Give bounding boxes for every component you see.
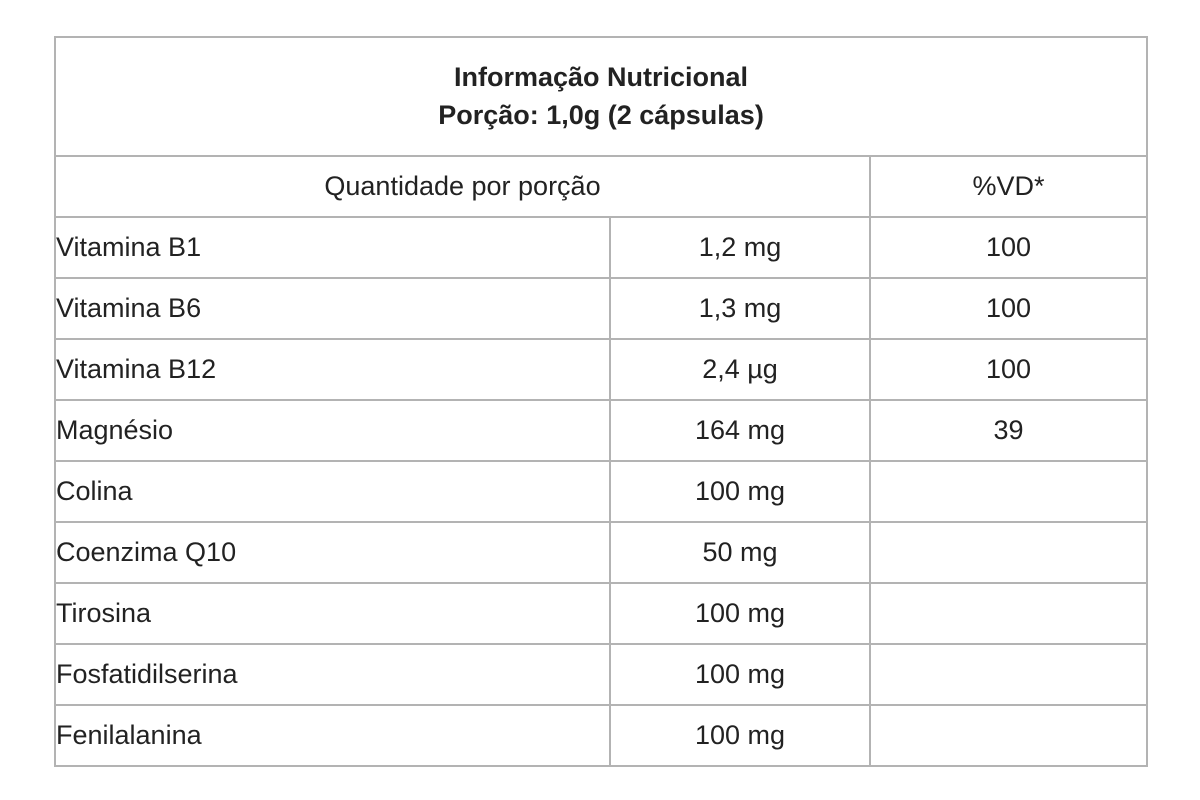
table-row <box>55 522 1147 583</box>
table-row <box>55 339 1147 400</box>
nutrient-amount: 50 mg <box>610 522 870 583</box>
table-row <box>55 705 1147 766</box>
nutrient-name: Coenzima Q10 <box>55 522 610 583</box>
table-row <box>55 461 1147 522</box>
header-vd: %VD* <box>870 156 1147 217</box>
nutrient-name: Colina <box>55 461 610 522</box>
nutrient-vd <box>870 461 1147 522</box>
nutrient-amount: 2,4 µg <box>610 339 870 400</box>
nutrient-vd: 100 <box>870 217 1147 278</box>
nutrient-name: Vitamina B1 <box>55 217 610 278</box>
table-row <box>55 400 1147 461</box>
column-header-row <box>55 156 1147 217</box>
nutrient-rows <box>55 217 1147 766</box>
nutrient-name: Vitamina B6 <box>55 278 610 339</box>
nutrient-amount: 1,2 mg <box>610 217 870 278</box>
nutrient-amount: 164 mg <box>610 400 870 461</box>
nutrient-name: Fenilalanina <box>55 705 610 766</box>
table-row <box>55 583 1147 644</box>
title-row <box>55 37 1147 156</box>
nutrient-amount: 100 mg <box>610 644 870 705</box>
nutrient-amount: 1,3 mg <box>610 278 870 339</box>
header-quantity: Quantidade por porção <box>55 156 870 217</box>
nutrient-vd <box>870 705 1147 766</box>
nutrient-amount: 100 mg <box>610 583 870 644</box>
nutrient-vd: 39 <box>870 400 1147 461</box>
nutrient-vd: 100 <box>870 278 1147 339</box>
nutrient-vd <box>870 522 1147 583</box>
nutrition-facts-table <box>54 36 1148 767</box>
nutrient-name: Vitamina B12 <box>55 339 610 400</box>
nutrient-vd <box>870 583 1147 644</box>
nutrient-amount: 100 mg <box>610 461 870 522</box>
nutrient-name: Magnésio <box>55 400 610 461</box>
nutrient-name: Fosfatidilserina <box>55 644 610 705</box>
nutrient-amount: 100 mg <box>610 705 870 766</box>
table-row <box>55 278 1147 339</box>
table-title-cell <box>55 37 1147 156</box>
table-row <box>55 217 1147 278</box>
table-title: Informação Nutricional <box>453 62 749 93</box>
table-row <box>55 644 1147 705</box>
nutrient-vd: 100 <box>870 339 1147 400</box>
nutrient-vd <box>870 644 1147 705</box>
serving-size: Porção: 1,0g (2 cápsulas) <box>438 99 764 130</box>
nutrient-name: Tirosina <box>55 583 610 644</box>
